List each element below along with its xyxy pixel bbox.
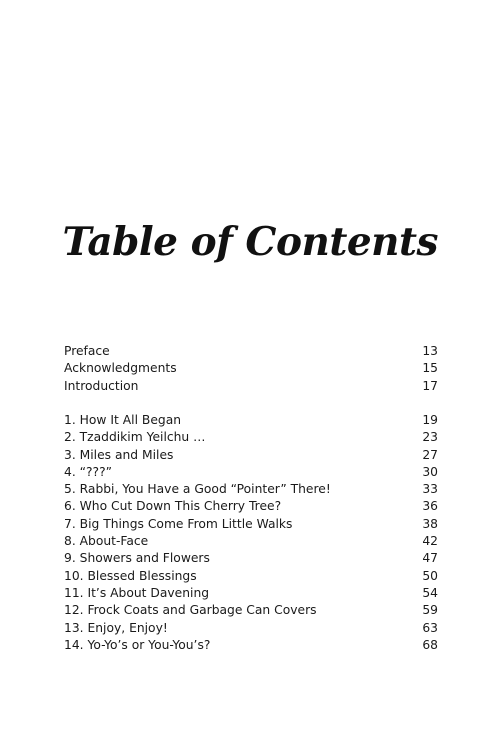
toc-entry-title: 5. Rabbi, You Have a Good “Pointer” There! [64, 482, 331, 497]
page-title: Table of Contents [62, 219, 438, 266]
toc-entry-page: 59 [422, 603, 438, 618]
toc-entry-title: 7. Big Things Come From Little Walks [64, 516, 293, 531]
toc-entry [64, 360, 438, 377]
toc-entry [64, 602, 438, 619]
toc-entry [64, 481, 438, 498]
toc-entry [64, 498, 438, 515]
toc-entry-title: 13. Enjoy, Enjoy! [64, 620, 168, 635]
toc-entry-page: 63 [422, 620, 438, 635]
toc-entry [64, 412, 438, 429]
toc-entry [64, 343, 438, 360]
toc-entry-title: Introduction [64, 378, 139, 393]
toc-entry-page: 17 [422, 378, 438, 393]
toc-entry-page: 19 [422, 413, 438, 427]
toc-entry-page: 13 [422, 344, 438, 358]
toc-entry-title: 8. About-Face [64, 534, 149, 549]
toc-entry-page: 27 [422, 447, 438, 462]
toc-entry [64, 533, 438, 550]
toc-entry [64, 516, 438, 533]
toc-entry-title: 1. How It All Began [64, 413, 182, 427]
toc-entry-page: 36 [422, 499, 438, 514]
toc-entry-title: 9. Showers and Flowers [64, 551, 210, 566]
toc-entry-title: 14. Yo-Yo’s or You-You’s? [64, 637, 211, 652]
toc-entry-page: 42 [422, 534, 438, 549]
toc-entry-title: 2. Tzaddikim Yeilchu … [64, 430, 206, 445]
chapter-list [64, 412, 438, 654]
toc-entry-title: Acknowledgments [64, 361, 177, 376]
toc-entry-title: 4. “???” [64, 464, 112, 479]
toc-entry-title: 12. Frock Coats and Garbage Can Covers [64, 603, 317, 618]
toc-entry-title: 10. Blessed Blessings [64, 568, 197, 583]
toc-entry [64, 378, 438, 395]
toc-entry [64, 568, 438, 585]
toc-entry-title: Preface [64, 344, 110, 358]
toc-entry-page: 30 [422, 464, 438, 479]
toc-entry-title: 11. It’s About Davening [64, 585, 210, 600]
toc-entry-page: 15 [422, 361, 438, 376]
toc-entry [64, 550, 438, 567]
toc-entry [64, 585, 438, 602]
toc-entry [64, 464, 438, 481]
toc-entry [64, 637, 438, 654]
toc-entry-page: 38 [422, 516, 438, 531]
front-matter-list [64, 343, 438, 395]
toc-entry-page: 54 [422, 585, 438, 600]
toc-entry-page: 68 [422, 637, 438, 652]
toc-entry [64, 620, 438, 637]
toc-entry [64, 447, 438, 464]
toc-entry-title: 3. Miles and Miles [64, 447, 174, 462]
toc-entry-page: 50 [422, 568, 438, 583]
toc-entry-page: 47 [422, 551, 438, 566]
toc-entry-page: 33 [422, 482, 438, 497]
toc-entry [64, 429, 438, 446]
toc-entry-title: 6. Who Cut Down This Cherry Tree? [64, 499, 282, 514]
toc-entry-page: 23 [422, 430, 438, 445]
